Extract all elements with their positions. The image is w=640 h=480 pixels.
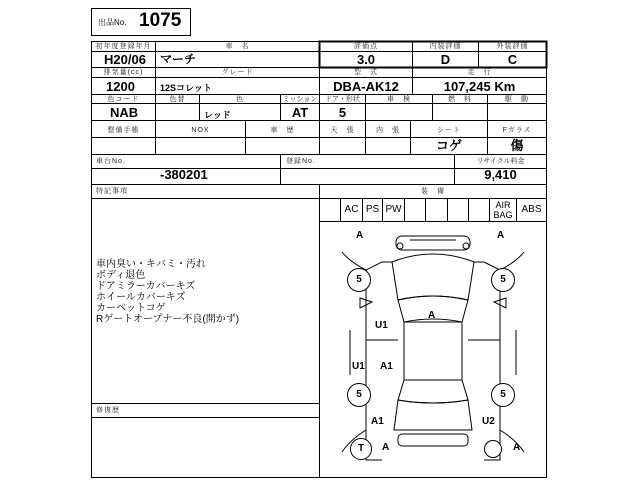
seat-value: コゲ (435, 138, 462, 153)
vehicle-history-label: 車 歴 (270, 127, 295, 134)
tire-front-left-icon: 5 (347, 268, 371, 292)
note-line: Rゲートオープナー不良(開かず) (96, 314, 240, 325)
note-line: 車内臭い・キバミ・汚れ (96, 259, 206, 270)
displacement-value: 1200 (106, 79, 135, 94)
chassis-number-value: -380201 (160, 167, 208, 182)
evaluation-score-value: 3.0 (356, 52, 376, 67)
damage-mark: U1 (375, 320, 388, 331)
transmission-label: ミッション (282, 96, 318, 103)
equipment-airbag: AIR BAG (493, 200, 513, 220)
door-count-value: 5 (338, 105, 347, 120)
notes-label: 特記事項 (96, 188, 128, 195)
mileage-value: 107,245 Km (443, 79, 516, 94)
recycle-fee-label: リサイクル料金 (476, 158, 525, 165)
first-registration-value: H20/06 (104, 52, 146, 67)
interior-grade-label: 内装評価 (429, 43, 462, 50)
equipment-ac: AC (344, 204, 359, 215)
tire-rear-left-icon: 5 (347, 383, 371, 407)
interior-grade-value: D (440, 52, 451, 67)
color-code-label: 色コード (107, 96, 140, 103)
inspection-label: 車 検 (387, 96, 411, 103)
damage-mark: U1 (352, 361, 365, 372)
color-label: 色 (236, 96, 244, 103)
damage-mark: A (382, 442, 390, 453)
damage-mark: U2 (482, 416, 495, 427)
tire-rear-right-icon: 5 (491, 383, 515, 407)
interior-trim-label: 内 張 (376, 127, 400, 134)
damage-mark: A (356, 230, 364, 241)
model-code-value: DBA-AK12 (333, 79, 399, 94)
model-code-label: 型 式 (354, 69, 378, 76)
windshield-value: 傷 (510, 138, 524, 153)
damage-mark: A1 (371, 416, 384, 427)
drive-label: 駆 動 (505, 96, 529, 103)
windshield-label: Fガラス (502, 127, 532, 134)
damage-mark: A (513, 442, 521, 453)
color-code-value: NAB (110, 105, 139, 120)
note-line: ドアミラーカバーキズ (96, 281, 196, 292)
repair-history-label: 修復歴 (96, 407, 120, 414)
mileage-label: 走 行 (467, 69, 492, 76)
transmission-value: AT (291, 105, 309, 120)
equipment-label: 装 備 (421, 188, 445, 195)
nox-label: NOX (191, 127, 210, 134)
chassis-number-label: 車台No. (96, 158, 126, 165)
color-value: レッド (204, 110, 231, 120)
seat-label: シート (437, 127, 461, 134)
grade-label: グレード (221, 69, 254, 76)
note-line: ホイールカバーキズ (96, 292, 186, 303)
evaluation-score-label: 評価点 (354, 43, 378, 50)
exterior-grade-label: 外装評価 (496, 43, 529, 50)
equipment-pw: PW (385, 204, 402, 215)
notes-list (96, 259, 316, 325)
car-name-value: マーチ (160, 52, 197, 66)
equipment-ps: PS (365, 204, 380, 215)
equipment-abs: ABS (521, 204, 542, 215)
registration-number-label: 登録No. (286, 158, 316, 165)
damage-mark: A (497, 230, 505, 241)
tire-marker-icon (484, 440, 502, 458)
spare-tire-icon: T (350, 438, 372, 460)
lot-number-value: 1075 (139, 10, 182, 31)
damage-mark: A1 (380, 361, 393, 372)
first-registration-label: 初年度登録年月 (95, 43, 152, 50)
recycle-fee-value: 9,410 (484, 167, 517, 182)
displacement-label: 排気量(cc) (103, 69, 144, 76)
tire-front-right-icon: 5 (491, 268, 515, 292)
note-line: カーペットコゲ (96, 303, 166, 314)
grade-value: 12Sコレット (160, 83, 212, 93)
color-change-label: 色替 (169, 96, 186, 103)
damage-mark: A (428, 310, 436, 321)
headliner-label: 天 張 (330, 127, 355, 134)
fuel-label: 燃 料 (448, 96, 472, 103)
lot-number-label: 出品No. (98, 18, 127, 27)
exterior-grade-value: C (507, 52, 518, 67)
maintenance-book-label: 整備手帳 (107, 127, 140, 134)
note-line: ボディ退色 (96, 270, 146, 281)
car-name-label: 車 名 (225, 43, 250, 50)
door-shape-label: ドア・形状 (325, 96, 360, 103)
